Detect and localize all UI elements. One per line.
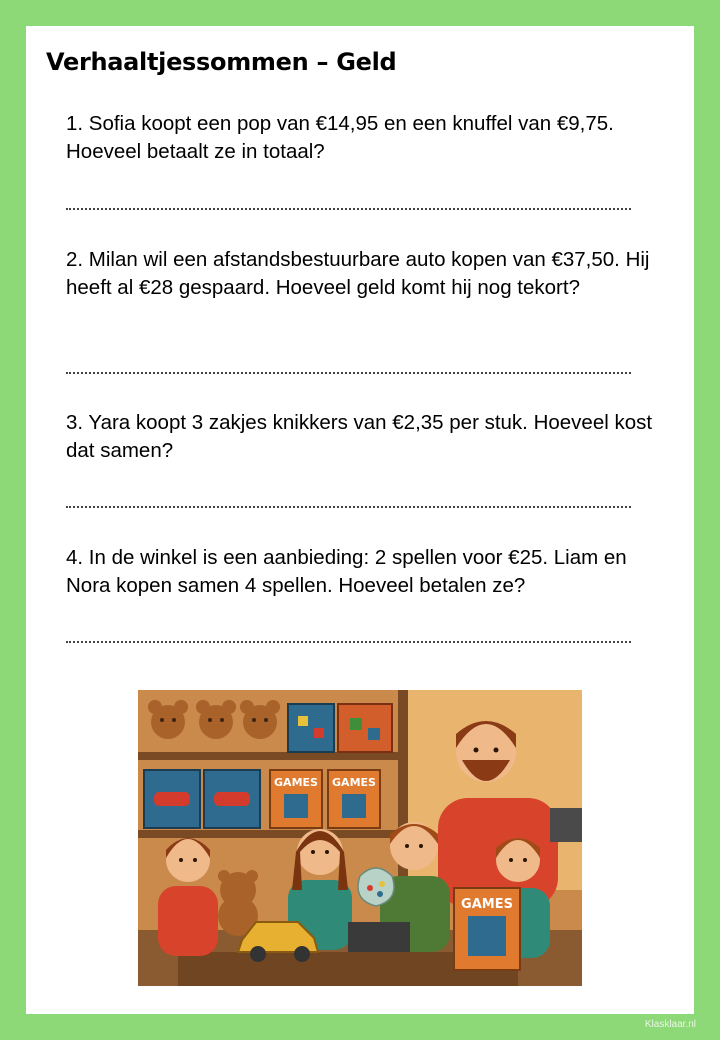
games-box-label-1: GAMES: [274, 776, 318, 789]
question-4: 4. In de winkel is een aanbieding: 2 spellen voor €25. Liam en Nora kopen samen 4 spellen. Hoeveel betalen ze?: [66, 546, 627, 597]
question-3: 3. Yara koopt 3 zakjes knikkers van €2,35 per stuk. Hoeveel kost dat samen?: [66, 411, 653, 462]
games-box-label-3: GAMES: [461, 897, 513, 912]
question-2: 2. Milan wil een afstandsbestuurbare auto kopen van €37,50. Hij heeft al €28 gespaard. Hoeveel geld komt hij nog tekort?: [66, 248, 650, 299]
answer-line-1[interactable]: [66, 208, 631, 210]
toy-shop-illustration: [138, 690, 582, 986]
games-box-label-2: GAMES: [332, 776, 376, 789]
question-1: 1. Sofia koopt een pop van €14,95 en een knuffel van €9,75. Hoeveel betaalt ze in totaal?: [66, 112, 614, 163]
answer-line-3[interactable]: [66, 506, 631, 508]
answer-line-2[interactable]: [66, 372, 631, 374]
worksheet-page: [26, 26, 694, 1014]
page-title: Verhaaltjessommen – Geld: [46, 48, 397, 76]
site-credit: Klasklaar.nl: [644, 1019, 696, 1030]
answer-line-4[interactable]: [66, 641, 631, 643]
